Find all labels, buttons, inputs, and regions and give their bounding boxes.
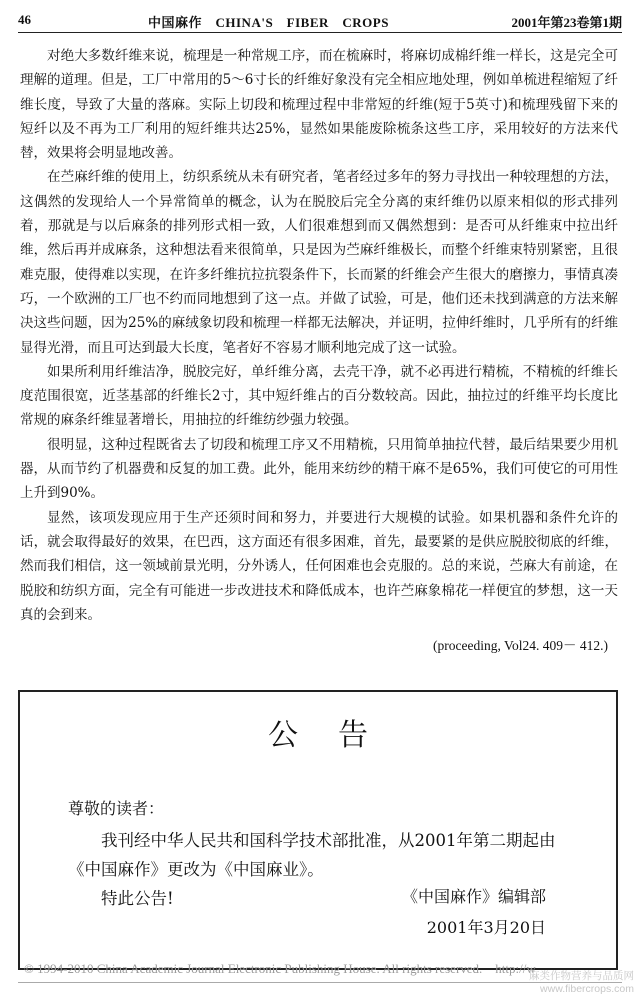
watermark <box>529 970 634 996</box>
header-rule <box>18 32 622 33</box>
paragraph: 在苎麻纤维的使用上，纺织系统从未有研究者，笔者经过多年的努力寻找出一种较理想的方法，这偶然的发现给人一个异常简单的概念，认为在脱胶后完全分离的束纤维仍以原来相似的形式排列着，那就是与以后麻条的排列形式相一致，人们很难想到而又偶然想到：是否可从纤维束中拉出纤维，然后再并成麻条，这种想法看来很简单，只是因为苎麻纤维极长，而整个纤维束特别紧密，且很难克服，使得难以实现，在许多纤维抗拉抗裂条件下，长而紧的纤维会产生很大的磨擦力，事情真凑巧，一个欧洲的工厂也不约而同地想到了这一点。并做了试验，可是，他们还未找到满意的方法来解决这些问题，因为25%的麻绒象切段和梳理一样都无法解决，并证明，拉伸纤维时，几乎所有的纤维显得光滑，而且可达到最大长度，笔者好不容易才顺利地完成了这一试验。 <box>20 169 618 356</box>
article-body <box>20 44 618 627</box>
notice-box <box>18 690 618 970</box>
copyright-footer: © 1994-2010 China Academic Journal Electronic Publishing House. All rights reserved. http://w <box>24 961 536 976</box>
paragraph: 显然，该项发现应用于生产还须时间和努力，并要进行大规模的试验。如果机器和条件允许的话，就会取得最好的效果，在巴西，这方面还有很多困难，首先，最要紧的是供应脱胶彻底的纤维，然而我们相信，这一领域前景光明，分外诱人，任何困难也会克服的。总的来说，苎麻大有前途，在脱胶和纺织方面，完全有可能进一步改进技术和降低成本，也许苎麻象棉花一样便宜的梦想，这一天真的会到来。 <box>20 509 618 623</box>
paragraph: 很明显，这种过程既省去了切段和梳理工序又不用精梳，只用简单抽拉代替，最后结果要少用机器，从而节约了机器费和反复的加工费。此外，能用来纺纱的精干麻不是65%，我们可使它的可用性上升到90%。 <box>20 436 618 502</box>
notice-body-text: 我刊经中华人民共和国科学技术部批准，从2001年第二期起由《中国麻作》更改为《中国麻业》。 <box>68 831 556 879</box>
paragraph: 如果所利用纤维洁净，脱胶完好，单纤维分离，去壳干净，就不必再进行精梳，不精梳的纤维长度范围很宽，近茎基部的纤维长2寸，其中短纤维占的百分数较高。因此，抽拉过的纤维平均长度比常规的麻条纤维显著增长，用抽拉的纤维纺纱强力较强。 <box>20 363 618 429</box>
running-header <box>18 8 622 34</box>
citation: (proceeding, Vol24. 409－ 412.) <box>433 638 608 653</box>
notice-salutation: 尊敬的读者： <box>68 799 165 818</box>
notice-date: 2001年3月20日 <box>426 918 546 937</box>
notice-title: 公告 <box>268 718 408 753</box>
watermark-line: 麻类作物营养与品质网 <box>529 970 634 982</box>
issue-info: 2001年第23卷第1期 <box>511 15 622 30</box>
watermark-line: www.fibercrops.com <box>540 983 634 995</box>
page-number: 46 <box>18 12 31 27</box>
notice-closing: 特此公告! <box>101 889 174 908</box>
notice-signer: 《中国麻作》编辑部 <box>401 887 546 906</box>
paragraph: 对绝大多数纤维来说，梳理是一种常规工序，而在梳麻时，将麻切成棉纤维一样长，这是完全可理解的道理。但是，工厂中常用的5～6寸长的纤维好象没有完全相应地处理，例如单梳进程缩短了纤维长度，导致了大量的落麻。实际上切段和梳理过程中非常短的纤维(短于5英寸)和梳理残留下来的短纤以及不再为工厂利用的短纤维共达25%，显然如果能废除梳条这些工序，采用较好的方法来代替，效果将会明显地改善。 <box>20 48 618 162</box>
journal-title: 中国麻作 CHINA'S FIBER CROPS <box>148 15 389 30</box>
